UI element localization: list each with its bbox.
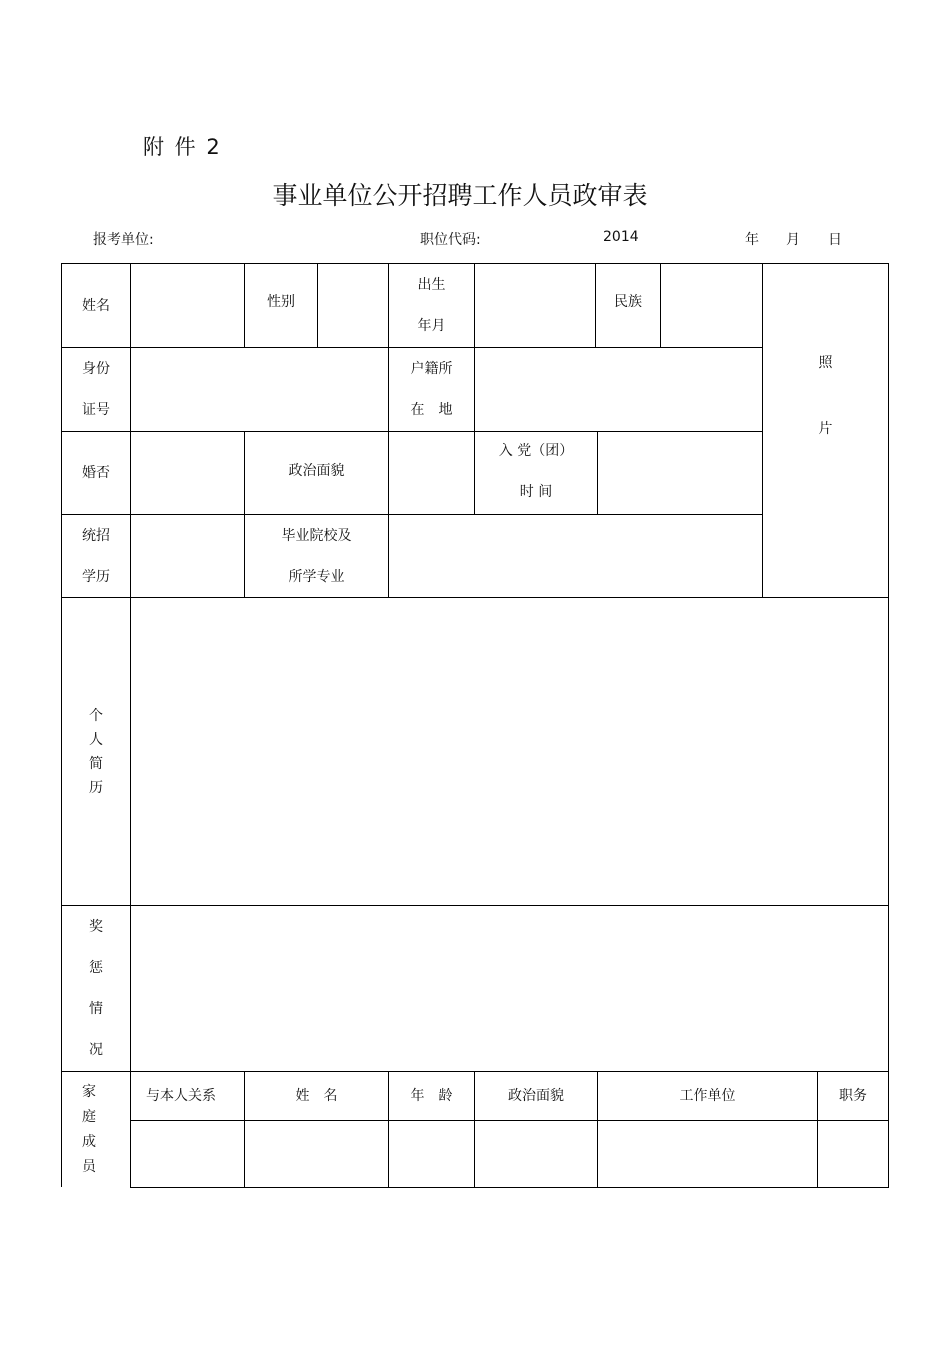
marital-field[interactable] bbox=[131, 432, 244, 514]
birth-field[interactable] bbox=[475, 264, 595, 347]
family-duty-field[interactable] bbox=[818, 1121, 888, 1187]
birth-label bbox=[389, 264, 474, 347]
family-political-field[interactable] bbox=[475, 1121, 597, 1187]
month-unit: 月 bbox=[786, 232, 800, 248]
hukou-label-line2: 在 地 bbox=[410, 402, 453, 418]
ethnicity-label: 民族 bbox=[614, 293, 642, 310]
hukou-field[interactable] bbox=[475, 348, 762, 431]
year-unit: 年 bbox=[745, 232, 759, 248]
position-code-label: 职位代码: bbox=[420, 232, 481, 248]
school-label-line1: 毕业院校及 bbox=[281, 527, 352, 544]
name-field[interactable] bbox=[131, 264, 244, 347]
grid-line bbox=[888, 263, 889, 1188]
edu-label-line2: 学历 bbox=[82, 568, 110, 585]
resume-char: 人 bbox=[89, 731, 103, 748]
resume-field[interactable] bbox=[131, 598, 888, 905]
attachment-label: 附 件 2 bbox=[143, 135, 222, 159]
day-unit: 日 bbox=[828, 232, 842, 248]
family-header-age: 年 龄 bbox=[410, 1088, 453, 1104]
family-header-duty: 职务 bbox=[839, 1088, 867, 1104]
edu-label-line1: 统招 bbox=[82, 527, 110, 544]
family-char: 成 bbox=[82, 1134, 96, 1150]
party-label-line2: 时 间 bbox=[519, 483, 553, 500]
name-label: 姓名 bbox=[82, 297, 110, 314]
resume-label bbox=[62, 598, 130, 905]
hukou-label-line1: 户籍所 bbox=[410, 361, 453, 377]
party-label-line1: 入 党（团） bbox=[498, 442, 574, 459]
photo-label-line1: 照 bbox=[818, 354, 833, 371]
edu-label bbox=[62, 515, 130, 597]
family-char: 庭 bbox=[82, 1109, 96, 1125]
family-name-field[interactable] bbox=[245, 1121, 388, 1187]
rewards-char: 情 bbox=[89, 1001, 103, 1017]
family-char: 员 bbox=[82, 1159, 96, 1175]
rewards-char: 惩 bbox=[89, 960, 103, 976]
party-label bbox=[475, 432, 597, 510]
rewards-char: 况 bbox=[89, 1042, 103, 1058]
resume-char: 简 bbox=[89, 755, 103, 772]
rewards-field[interactable] bbox=[131, 906, 888, 1071]
rewards-label bbox=[62, 906, 130, 1071]
resume-char: 个 bbox=[89, 707, 103, 724]
id-label-line2: 证号 bbox=[82, 402, 110, 418]
edu-field[interactable] bbox=[131, 515, 244, 597]
school-field[interactable] bbox=[389, 515, 762, 597]
family-header-political: 政治面貌 bbox=[508, 1088, 564, 1104]
family-relation-field[interactable] bbox=[131, 1121, 244, 1187]
family-header-name: 姓 名 bbox=[295, 1088, 338, 1104]
school-label bbox=[245, 515, 388, 597]
photo-label-line2: 片 bbox=[818, 420, 833, 437]
family-char: 家 bbox=[82, 1084, 96, 1100]
resume-char: 历 bbox=[89, 779, 103, 796]
family-age-field[interactable] bbox=[389, 1121, 474, 1187]
gender-field[interactable] bbox=[318, 264, 388, 347]
gender-label: 性别 bbox=[267, 293, 295, 310]
marital-label: 婚否 bbox=[82, 465, 110, 481]
birth-label-line2: 年月 bbox=[417, 318, 446, 334]
family-header-work-unit: 工作单位 bbox=[679, 1088, 736, 1104]
unit-label: 报考单位: bbox=[93, 232, 154, 248]
photo-area[interactable] bbox=[763, 264, 888, 597]
family-work-unit-field[interactable] bbox=[598, 1121, 817, 1187]
family-header-relation: 与本人关系 bbox=[146, 1088, 216, 1104]
family-label bbox=[62, 1072, 116, 1187]
party-field[interactable] bbox=[598, 432, 762, 514]
id-field[interactable] bbox=[131, 348, 388, 431]
school-label-line2: 所学专业 bbox=[288, 568, 345, 585]
hukou-label bbox=[389, 348, 474, 431]
ethnicity-field[interactable] bbox=[661, 264, 762, 347]
id-label-line1: 身份 bbox=[82, 361, 110, 377]
id-label bbox=[62, 348, 130, 431]
year-value: 2014 bbox=[603, 229, 639, 245]
political-label: 政治面貌 bbox=[288, 463, 345, 479]
political-field[interactable] bbox=[389, 432, 474, 514]
page-title: 事业单位公开招聘工作人员政审表 bbox=[272, 181, 648, 210]
rewards-char: 奖 bbox=[89, 919, 103, 935]
birth-label-line1: 出生 bbox=[417, 277, 446, 293]
